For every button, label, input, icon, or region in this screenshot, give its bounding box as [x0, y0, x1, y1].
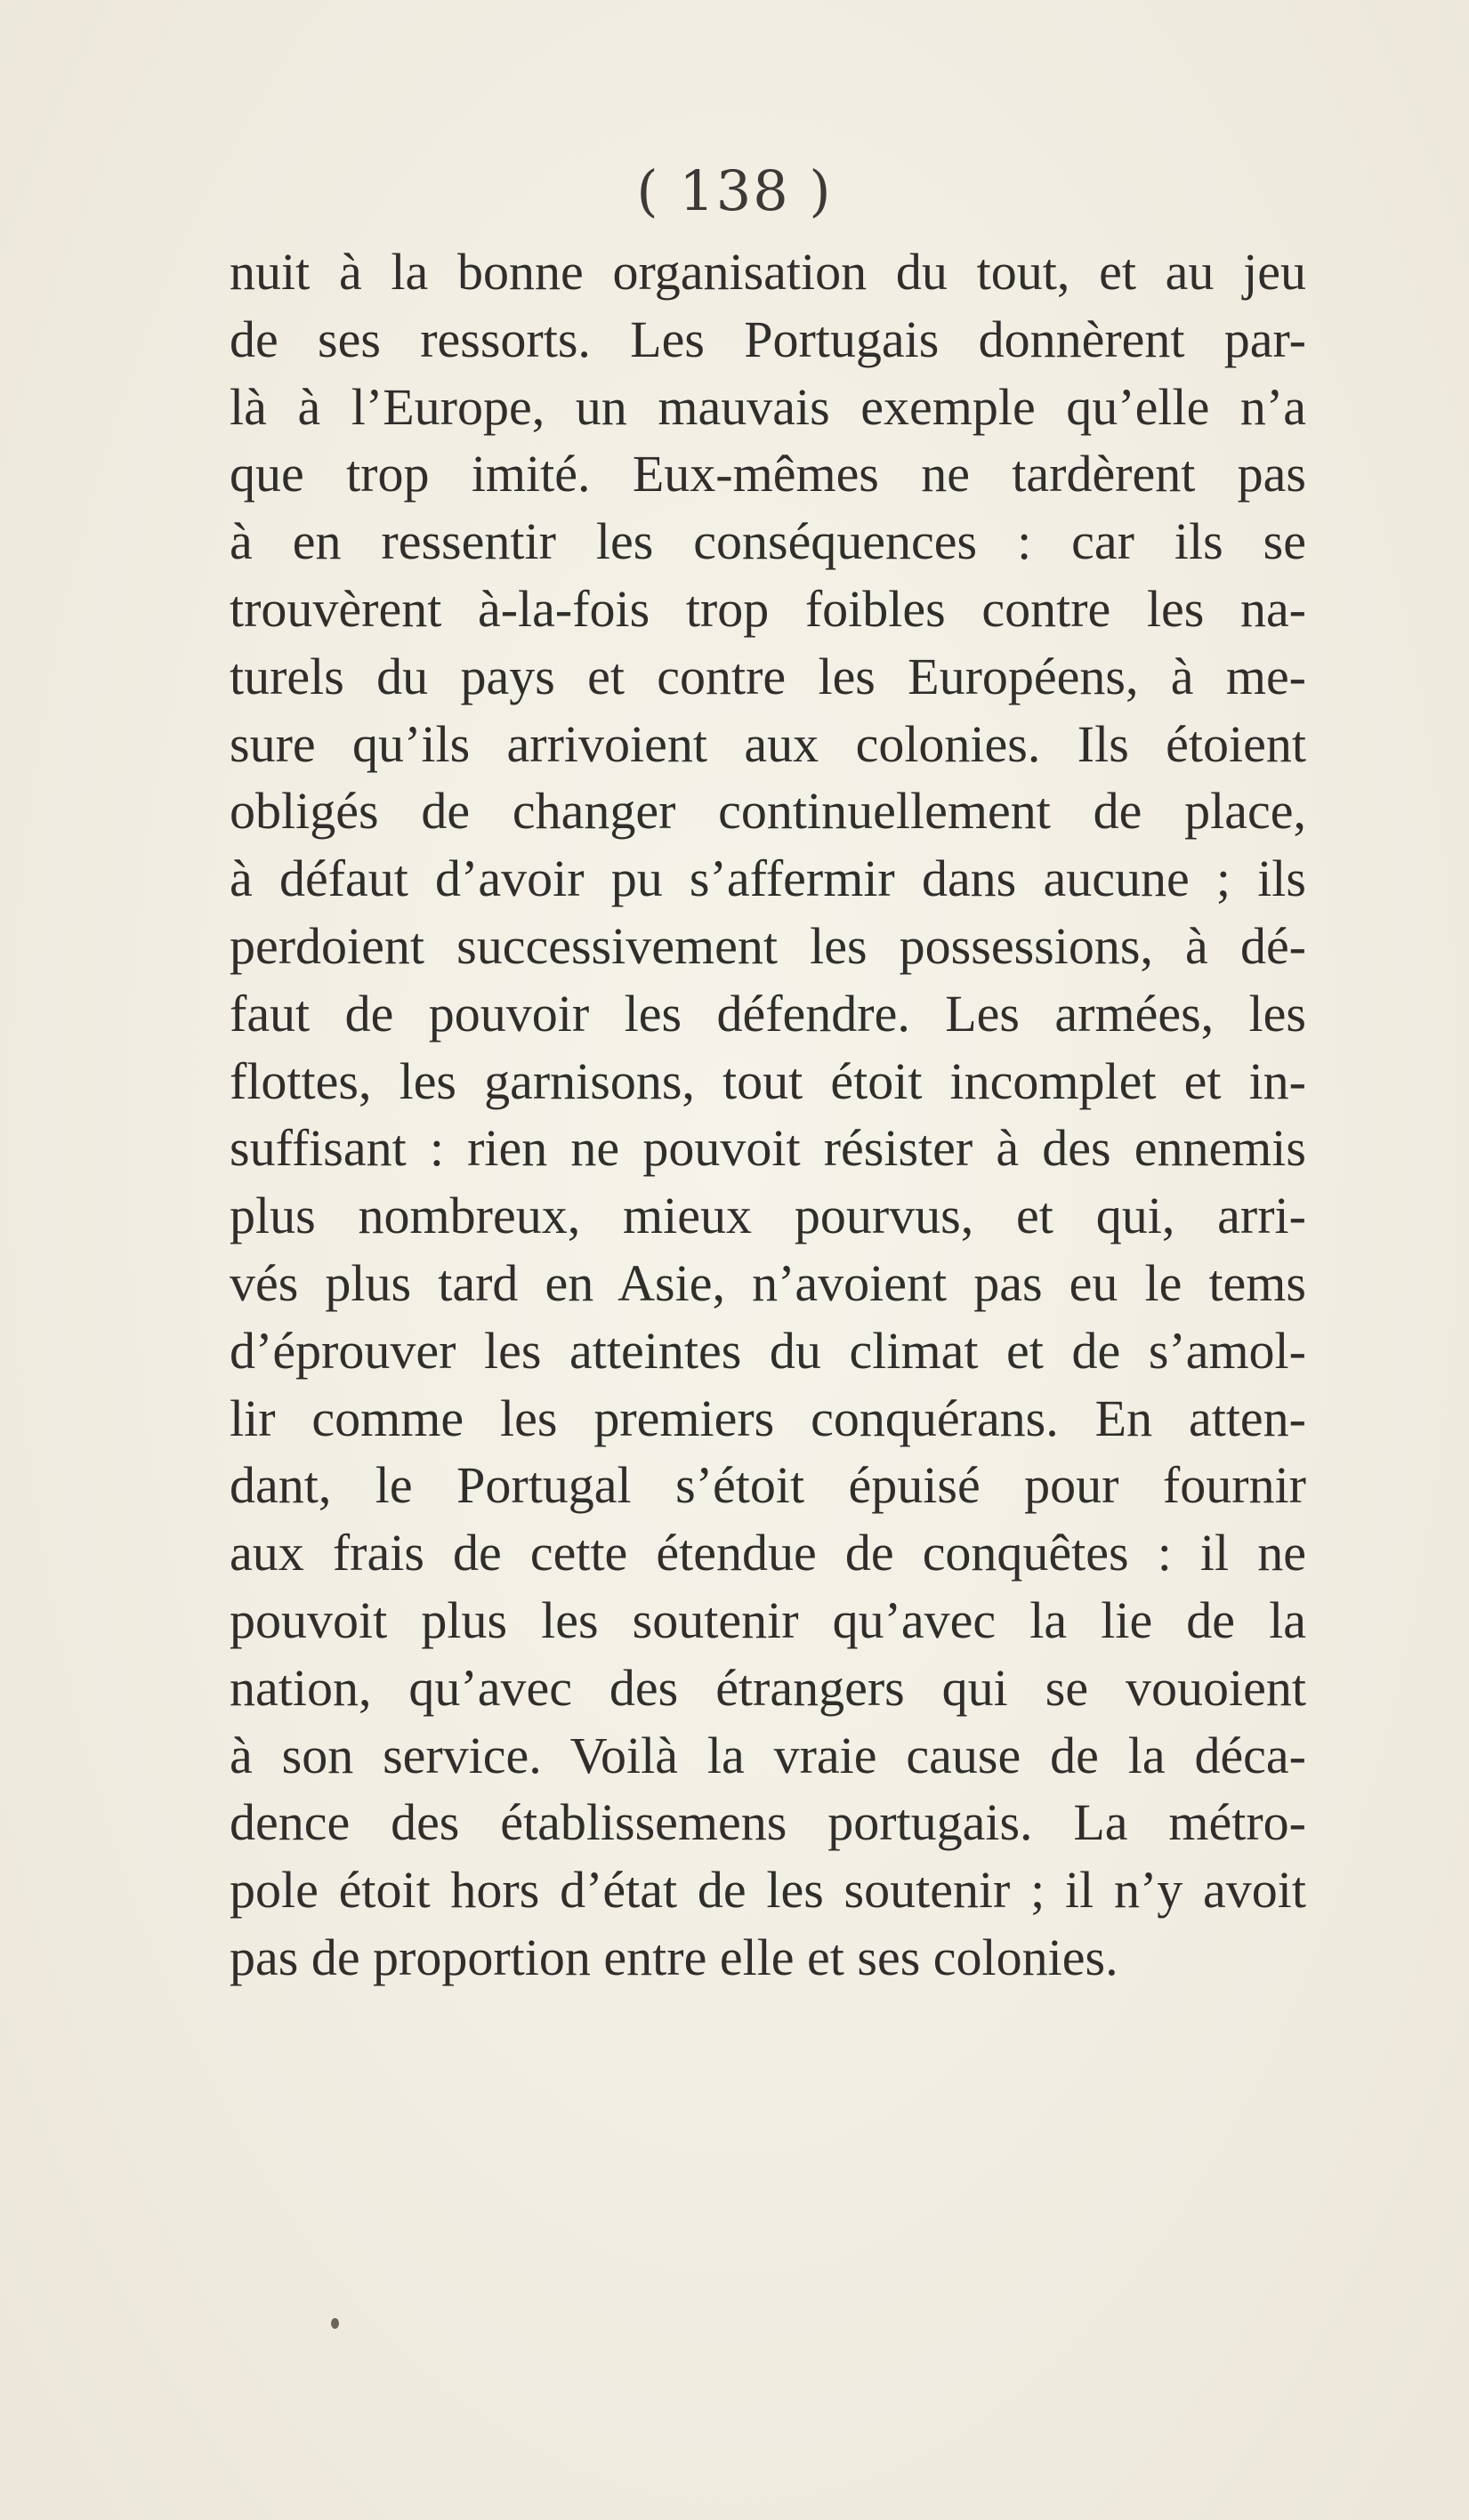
text-line: perdoient successivement les possessions, à dé-: [230, 916, 1306, 975]
text-line: vés plus tard en Asie, n’avoient pas eu le tems: [230, 1253, 1306, 1312]
text-line: obligés de changer continuellement de place,: [230, 782, 1306, 841]
text-line: pas de proportion entre elle et ses colonies.: [230, 1928, 1118, 1986]
text-line: nation, qu’avec des étrangers qui se vouoient: [230, 1658, 1306, 1717]
text-line: pouvoit plus les soutenir qu’avec la lie de la: [230, 1590, 1306, 1649]
text-line: plus nombreux, mieux pourvus, et qui, arri-: [230, 1187, 1306, 1245]
text-line: turels du pays et contre les Européens, à me-: [230, 647, 1306, 705]
text-line: à son service. Voilà la vraie cause de la déca-: [230, 1726, 1306, 1784]
text-line: nuit à la bonne organisation du tout, et au jeu: [230, 243, 1306, 301]
text-line: trouvèrent à-la-fois trop foibles contre les na-: [230, 579, 1306, 638]
text-line: suffisant : rien ne pouvoit résister à des ennemis: [230, 1119, 1306, 1178]
text-line: flottes, les garnisons, tout étoit incomplet et in-: [230, 1051, 1306, 1110]
text-line: dant, le Portugal s’étoit épuisé pour fournir: [230, 1456, 1306, 1515]
text-line: faut de pouvoir les défendre. Les armées, les: [230, 984, 1306, 1043]
text-line: là à l’Europe, un mauvais exemple qu’elle n’a: [230, 377, 1306, 436]
text-line: aux frais de cette étendue de conquêtes : il ne: [230, 1524, 1306, 1582]
text-line: d’éprouver les atteintes du climat et de s’amol-: [230, 1321, 1306, 1380]
text-line: à en ressentir les conséquences : car ils se: [230, 512, 1306, 571]
text-line: que trop imité. Eux-mêmes ne tardèrent pas: [230, 445, 1306, 503]
text-line: à défaut d’avoir pu s’affermir dans aucune ; ils: [230, 849, 1306, 908]
body-text: [230, 238, 1306, 1992]
text-line: lir comme les premiers conquérans. En atten-: [230, 1389, 1306, 1447]
ink-speck: [331, 2318, 339, 2329]
text-line: dence des établissemens portugais. La métro-: [230, 1793, 1306, 1852]
page-number: ( 138 ): [636, 158, 833, 223]
text-line: de ses ressorts. Les Portugais donnèrent par-: [230, 310, 1306, 368]
text-line: sure qu’ils arrivoient aux colonies. Ils étoient: [230, 714, 1306, 773]
text-line: pole étoit hors d’état de les soutenir ; il n’y avoit: [230, 1861, 1306, 1920]
